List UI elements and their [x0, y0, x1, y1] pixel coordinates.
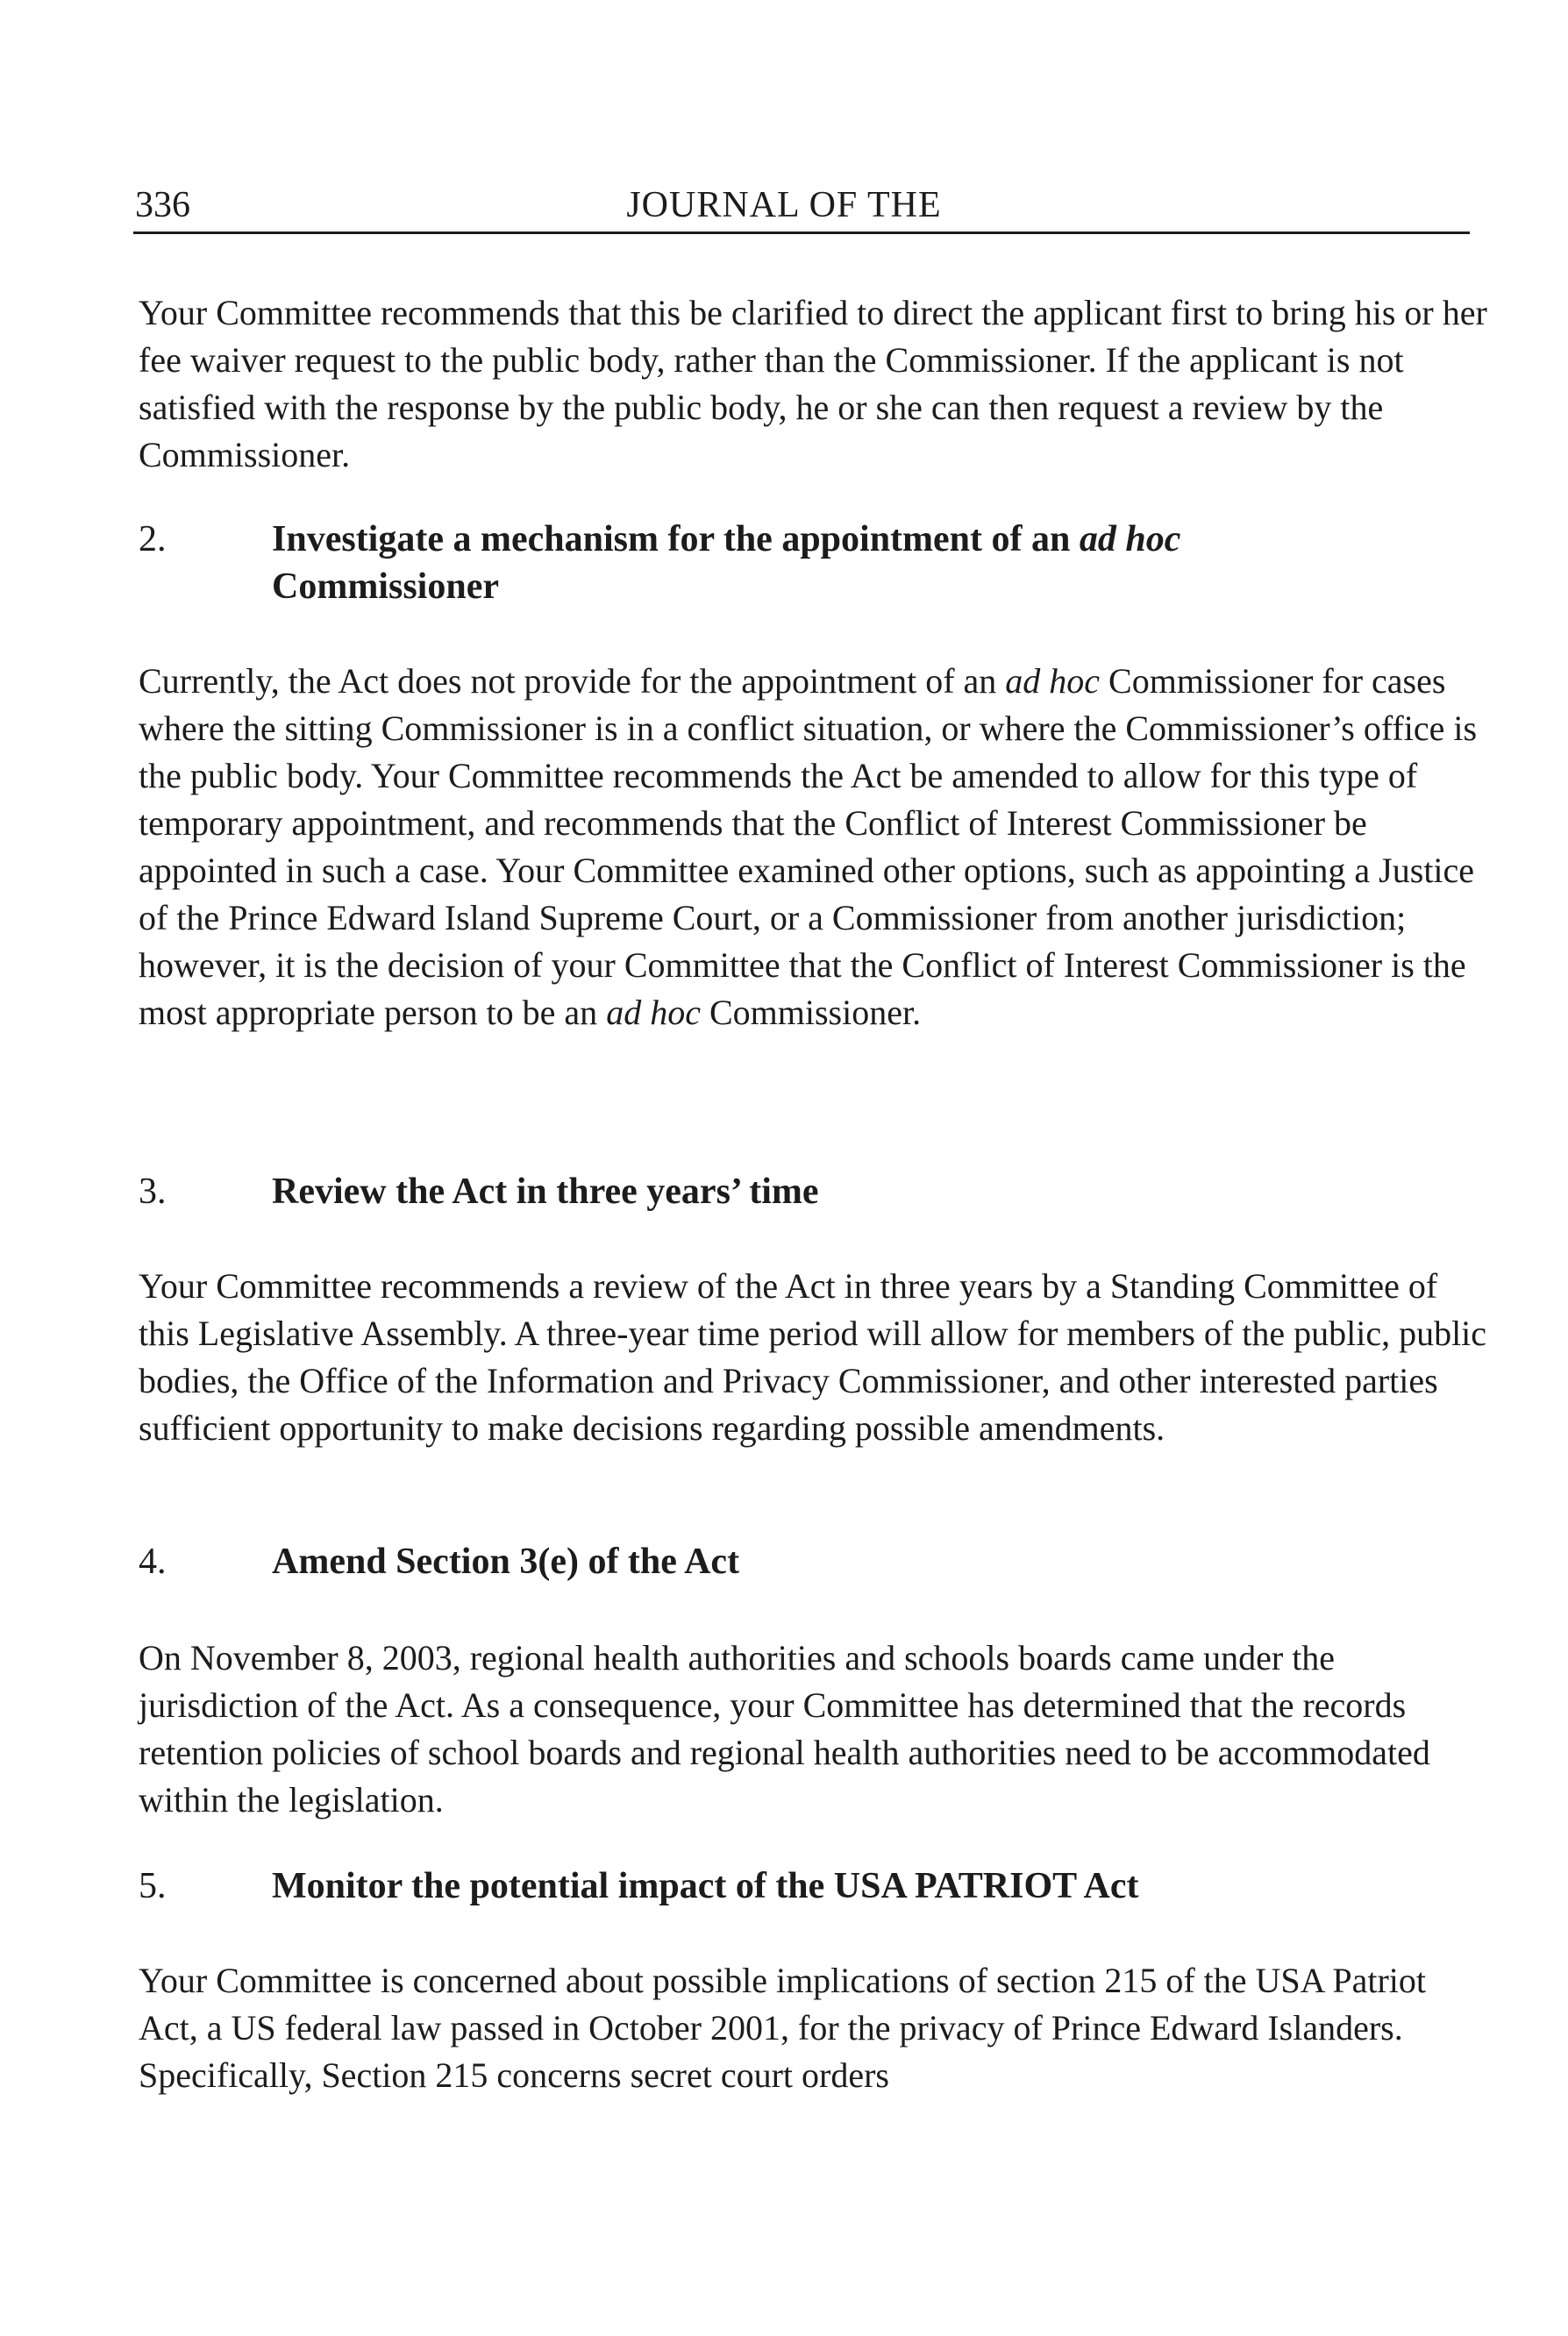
page-header [0, 182, 1568, 231]
paragraph-text: Your Committee recommends that this be clarified to direct the applicant first to bring his or her fee waiver request to the public body, rather than the Commissioner. If the applicant is not satisfied with the response by the public body, he or she can then request a review by the Commissioner. [139, 293, 1487, 474]
paragraph-text: Your Committee is concerned about possible implications of section 215 of the USA Patriot Act, a US federal law passed in October 2001, for the privacy of Prince Edward Islanders. Specifically, Section 215 concerns secret court orders [139, 1961, 1426, 2095]
section-5-body [139, 1957, 1489, 2099]
page-number: 336 [135, 185, 190, 225]
section-title: Review the Act in three years’ time [272, 1172, 819, 1212]
running-head: JOURNAL OF THE [626, 185, 942, 225]
section-3-body [139, 1263, 1489, 1452]
paragraph-text: Your Committee recommends a review of the Act in three years by a Standing Committee of this Legislative Assembly. A three-year time period will allow for members of the public, public bodies, the Office of the Information and Privacy Commissioner, and other interested parties sufficient opportunity to make decisions regarding possible amendments. [139, 1266, 1487, 1448]
paragraph-fee-waiver [139, 289, 1489, 479]
body-italic: ad hoc [606, 993, 701, 1032]
section-title: Monitor the potential impact of the USA PATRIOT Act [272, 1866, 1139, 1906]
section-2-body [139, 658, 1489, 1036]
section-number: 5. [139, 1866, 167, 1906]
body-italic: ad hoc [1005, 661, 1101, 701]
section-number: 3. [139, 1172, 167, 1212]
body-text: Commissioner. [700, 993, 922, 1032]
section-title: Amend Section 3(e) of the Act [272, 1542, 740, 1582]
section-title-text-2: Commissioner [272, 566, 499, 607]
body-text: Commissioner for cases where the sitting Commissioner is in a conflict situation, or where the Commissioner’s office is the public body. Your Committee recommends the Act be amended to allow for this type of temporary appointment, and recommends that the Conflict of Interest Commissioner be appointed in such a case. Your Committee examined other options, such as appointing a Justice of the Prince Edward Island Supreme Court, or a Commissioner from another jurisdiction; however, it is the decision of your Committee that the Conflict of Interest Commissioner is the most appropriate person to be an [139, 661, 1478, 1032]
section-title-text: Investigate a mechanism for the appointment of an [272, 519, 1080, 559]
paragraph-text [139, 658, 1489, 1036]
header-rule [133, 231, 1470, 234]
section-4-body [139, 1634, 1489, 1824]
paragraph-text: On November 8, 2003, regional health authorities and schools boards came under the jurisdiction of the Act. As a consequence, your Committee has determined that the records retention policies of school boards and regional health authorities need to be accommodated within the legislation. [139, 1638, 1430, 1820]
section-title [272, 516, 1412, 610]
body-text: Currently, the Act does not provide for the appointment of an [139, 661, 1006, 701]
section-number: 2. [139, 519, 167, 559]
section-number: 4. [139, 1542, 167, 1582]
section-title-italic: ad hoc [1079, 519, 1181, 559]
